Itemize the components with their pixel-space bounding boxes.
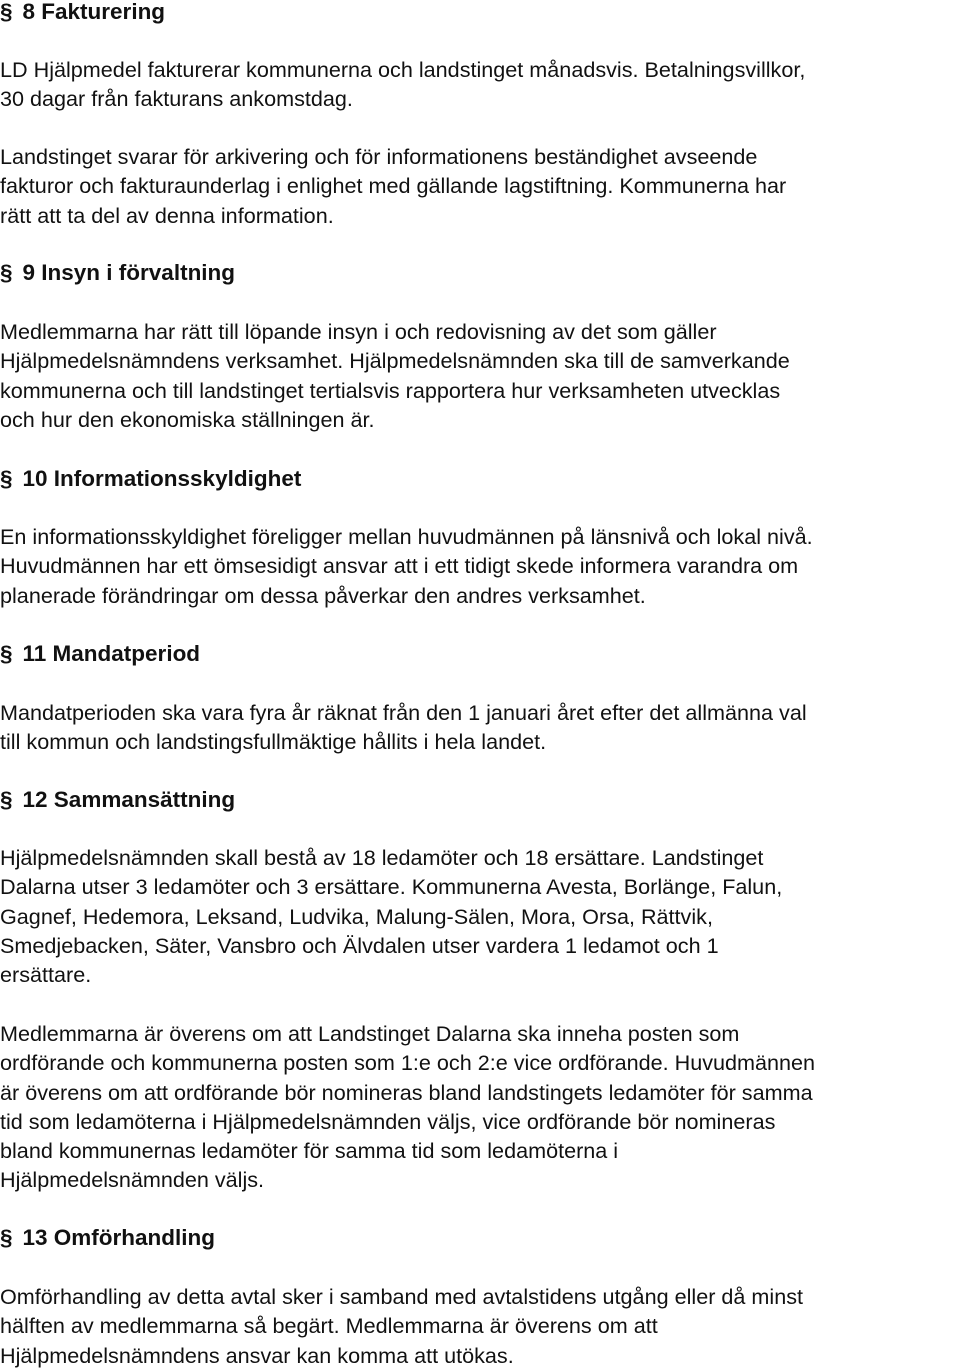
text-line: En informationsskyldighet föreligger mellan huvudmännen på länsnivå och lokal nivå. [0, 524, 813, 549]
text-line: hälften av medlemmarna så begärt. Medlemmarna är överens om att [0, 1313, 658, 1339]
text-line: Medlemmarna är överens om att Landstinget Dalarna ska inneha posten som [0, 1021, 740, 1046]
paragraph [0, 522, 960, 610]
section-symbol: § [0, 466, 13, 491]
text-line: LD Hjälpmedel fakturerar kommunerna och landstinget månadsvis. Betalningsvillkor, [0, 57, 806, 82]
text-line: planerade förändringar om dessa påverkar den andres verksamhet. [0, 582, 646, 608]
section-title: 9 Insyn i förvaltning [22, 260, 236, 285]
text-line: Huvudmännen har ett ömsesidigt ansvar att i ett tidigt skede informera varandra om [0, 553, 799, 579]
text-line: Hjälpmedelsnämndens verksamhet. Hjälpmedelsnämnden ska till de samverkande [0, 348, 790, 374]
section-symbol: § [0, 0, 13, 24]
paragraph [0, 843, 960, 989]
section-symbol: § [0, 1225, 13, 1250]
text-line: ersättare. [0, 962, 92, 988]
text-line: Omförhandling av detta avtal sker i samband med avtalstidens utgång eller då minst [0, 1284, 803, 1309]
text-line: till kommun och landstingsfullmäktige hållits i hela landet. [0, 729, 547, 755]
text-line: rätt att ta del av denna information. [0, 202, 334, 228]
section-title: 10 Informationsskyldighet [22, 466, 302, 491]
section-heading-11 [0, 639, 200, 668]
text-line: tid som ledamöterna i Hjälpmedelsnämnden väljs, vice ordförande bör nomineras [0, 1108, 776, 1134]
text-line: Mandatperioden ska vara fyra år räknat från den 1 januari året efter det allmänna val [0, 700, 807, 725]
section-heading-10 [0, 464, 301, 493]
section-heading-13 [0, 1223, 215, 1252]
text-line: Hjälpmedelsnämndens ansvar kan komma att utökas. [0, 1342, 514, 1368]
text-line: 30 dagar från fakturans ankomstdag. [0, 86, 353, 112]
section-heading-8 [0, 0, 165, 26]
section-title: 12 Sammansättning [22, 787, 236, 812]
section-symbol: § [0, 787, 13, 812]
paragraph [0, 55, 960, 114]
text-line: bland kommunernas ledamöter för samma tid som ledamöterna i [0, 1138, 619, 1164]
text-line: Dalarna utser 3 ledamöter och 3 ersättare. Kommunerna Avesta, Borlänge, Falun, [0, 874, 783, 900]
text-line: ordförande och kommunerna posten som 1:e och 2:e vice ordförande. Huvudmännen [0, 1050, 816, 1076]
section-heading-9 [0, 258, 235, 287]
section-title: 11 Mandatperiod [22, 641, 201, 666]
text-line: Hjälpmedelsnämnden väljs. [0, 1167, 265, 1193]
paragraph [0, 142, 960, 230]
section-title: 13 Omförhandling [22, 1225, 216, 1250]
text-line: Smedjebacken, Säter, Vansbro och Älvdalen utser vardera 1 ledamot och 1 [0, 932, 719, 958]
paragraph [0, 317, 960, 434]
paragraph [0, 698, 960, 757]
text-line: Medlemmarna har rätt till löpande insyn i och redovisning av det som gäller [0, 319, 717, 344]
text-line: Hjälpmedelsnämnden skall bestå av 18 ledamöter och 18 ersättare. Landstinget [0, 845, 764, 870]
text-line: och hur den ekonomiska ställningen är. [0, 406, 375, 432]
text-line: fakturor och fakturaunderlag i enlighet med gällande lagstiftning. Kommunerna har [0, 173, 787, 199]
paragraph [0, 1019, 960, 1195]
text-line: är överens om att ordförande bör nomineras bland landstingets ledamöter för samma [0, 1079, 813, 1105]
section-symbol: § [0, 260, 13, 285]
section-title: 8 Fakturering [22, 0, 166, 24]
text-line: Gagnef, Hedemora, Leksand, Ludvika, Malung-Sälen, Mora, Orsa, Rättvik, [0, 903, 713, 929]
paragraph [0, 1282, 960, 1370]
section-symbol: § [0, 641, 13, 666]
text-line: Landstinget svarar för arkivering och för informationens beständighet avseende [0, 144, 758, 169]
text-line: kommunerna och till landstinget tertialsvis rapportera hur verksamheten utvecklas [0, 377, 781, 403]
section-heading-12 [0, 785, 235, 814]
